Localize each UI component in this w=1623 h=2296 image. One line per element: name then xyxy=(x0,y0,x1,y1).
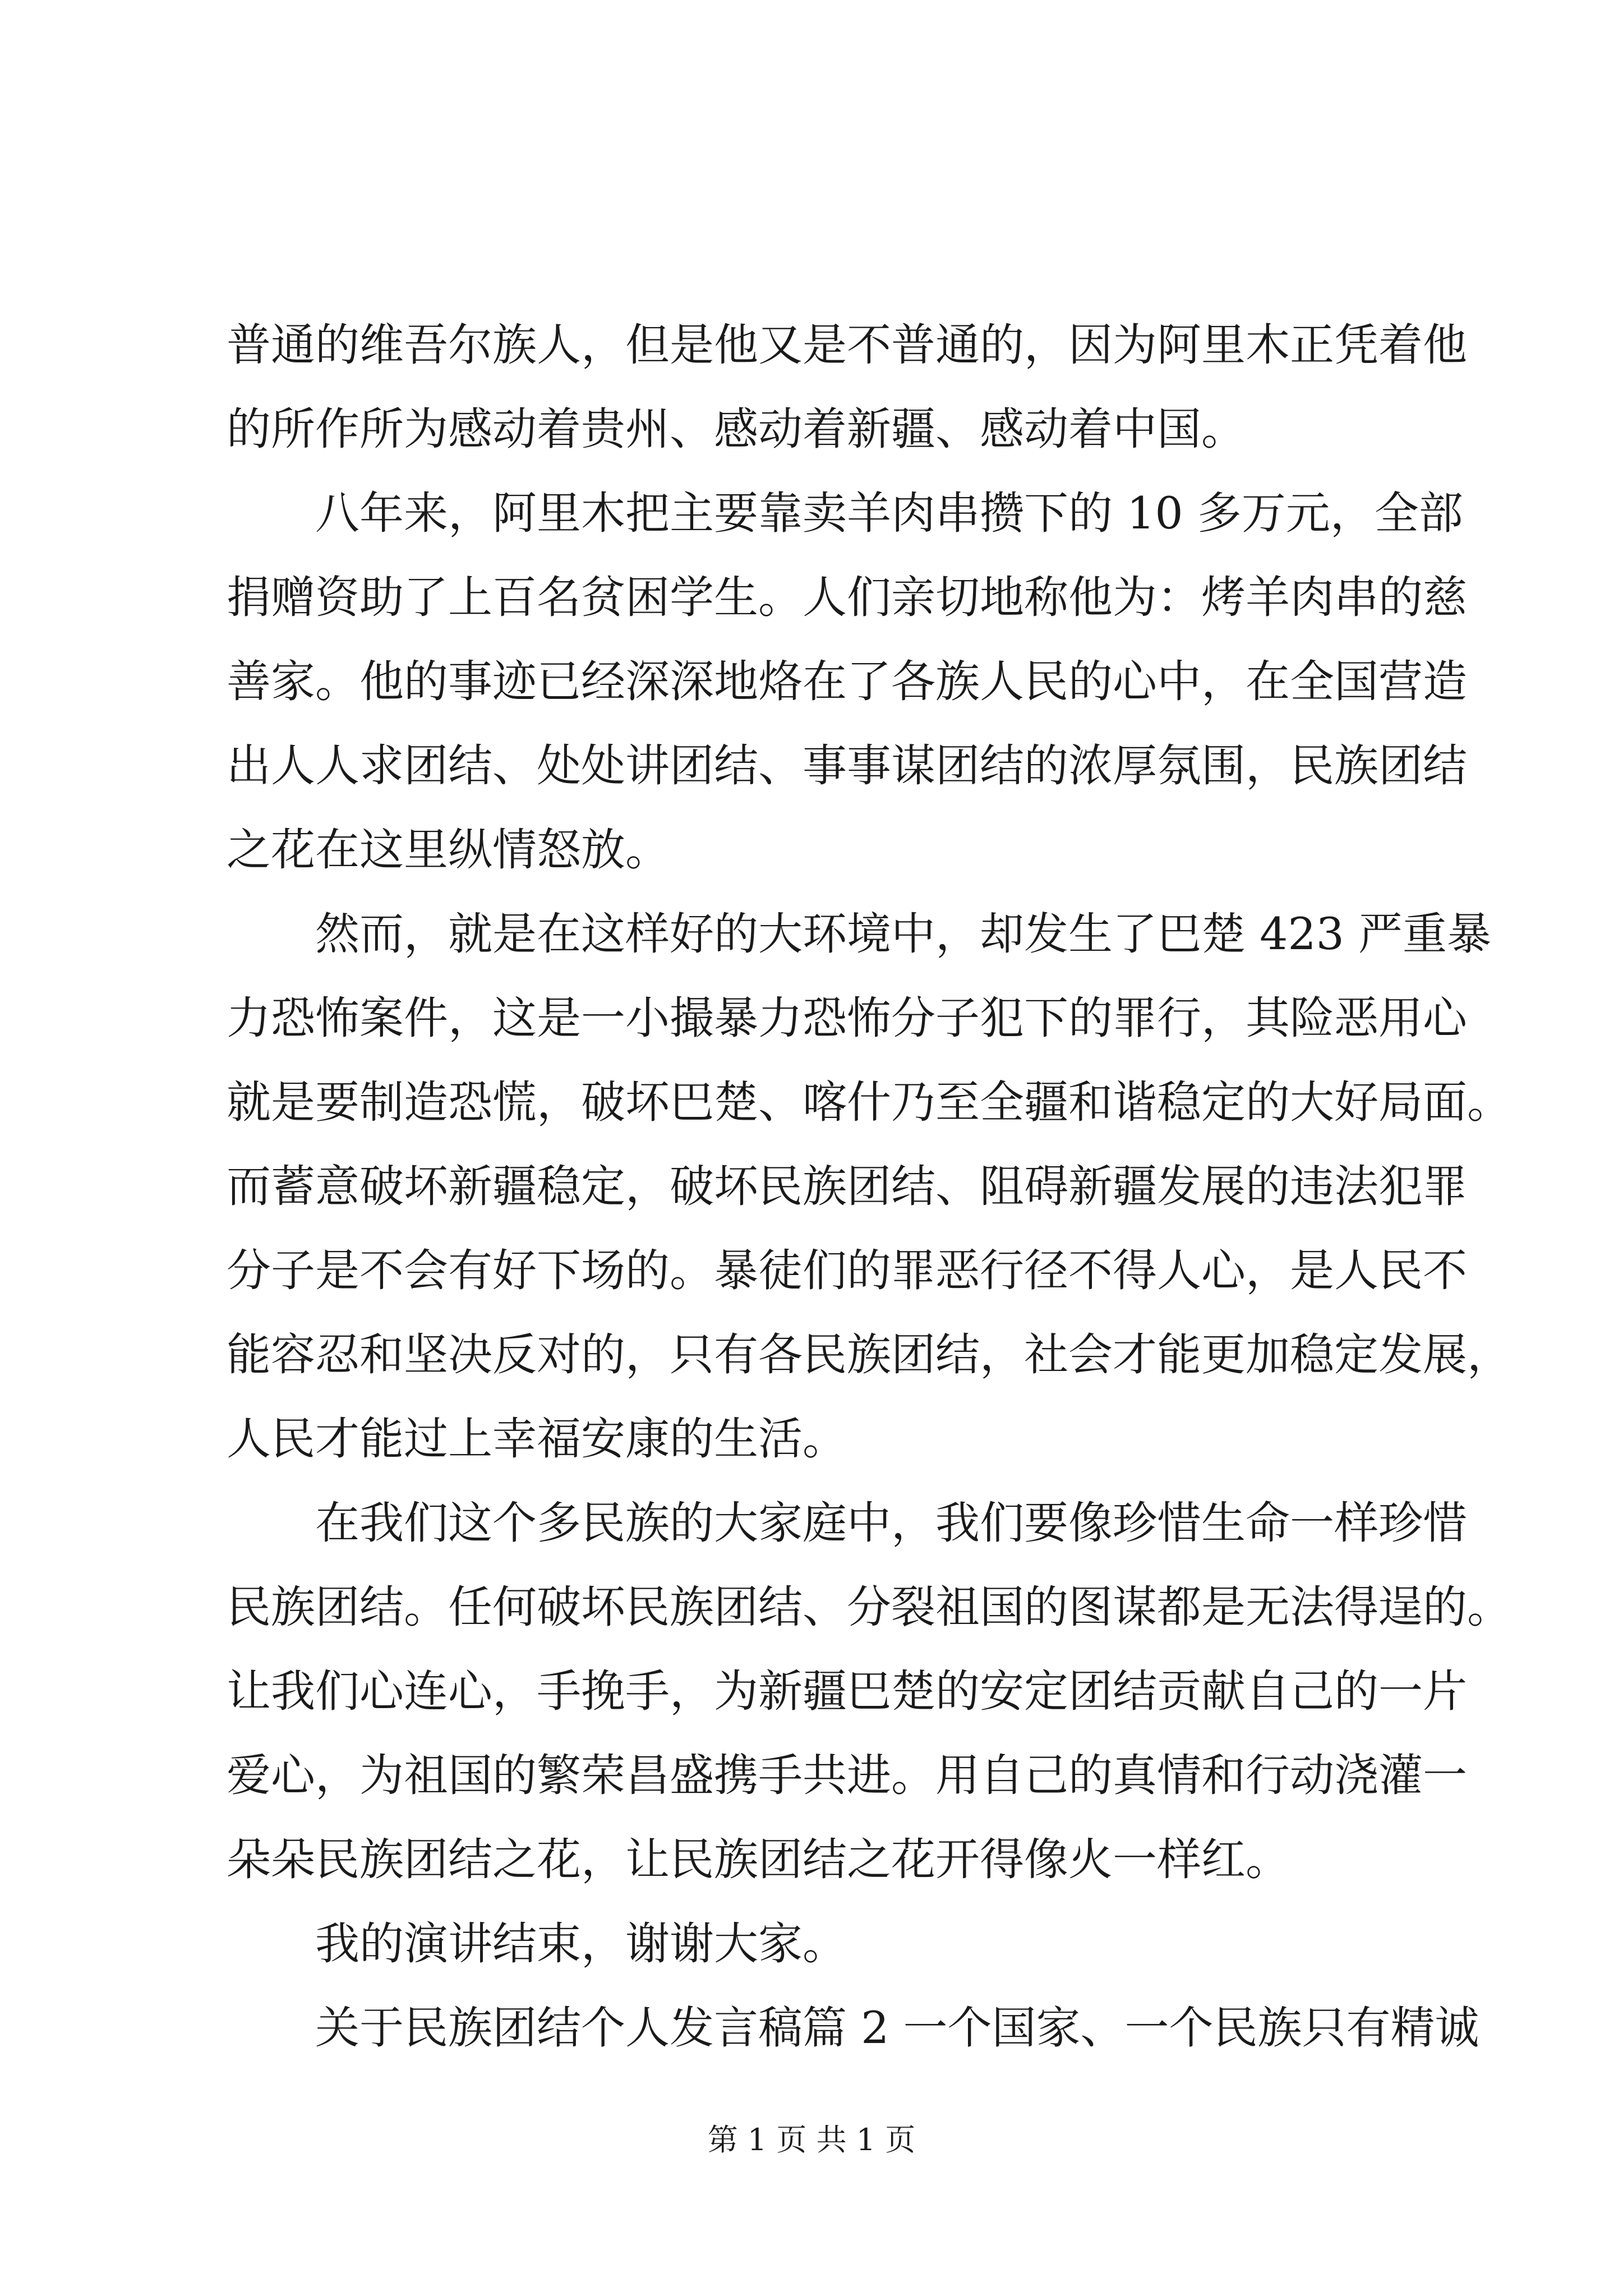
text-line: 捐赠资助了上百名贫困学生。人们亲切地称他为：烤羊肉串的慈 xyxy=(227,572,1467,623)
text-line: 而蓄意破坏新疆稳定，破坏民族团结、阻碍新疆发展的违法犯罪 xyxy=(227,1161,1467,1212)
text-line: 的所作所为感动着贵州、感动着新疆、感动着中国。 xyxy=(227,403,1246,455)
text-line: 让我们心连心，手挽手，为新疆巴楚的安定团结贡献自己的一片 xyxy=(227,1665,1467,1717)
text-line: 八年来，阿里木把主要靠卖羊肉串攒下的 10 多万元，全部 xyxy=(315,487,1463,539)
text-line: 分子是不会有好下场的。暴徒们的罪恶行径不得人心，是人民不 xyxy=(227,1245,1467,1296)
text-line: 我的演讲结束，谢谢大家。 xyxy=(315,1918,847,1970)
text-line: 朵朵民族团结之花，让民族团结之花开得像火一样红。 xyxy=(227,1834,1290,1885)
page-footer: 第 1 页 共 1 页 xyxy=(707,2122,916,2157)
text-line: 出人人求团结、处处讲团结、事事谋团结的浓厚氛围，民族团结 xyxy=(227,740,1467,792)
text-line: 力恐怖案件，这是一小撮暴力恐怖分子犯下的罪行，其险恶用心 xyxy=(227,992,1467,1044)
text-line: 在我们这个多民族的大家庭中，我们要像珍惜生命一样珍惜 xyxy=(315,1497,1467,1549)
text-line: 善家。他的事迹已经深深地烙在了各族人民的心中，在全国营造 xyxy=(227,656,1467,707)
text-line: 爱心，为祖国的繁荣昌盛携手共进。用自己的真情和行动浇灌一 xyxy=(227,1750,1467,1801)
text-line: 然而，就是在这样好的大环境中，却发生了巴楚 423 严重暴 xyxy=(315,908,1492,960)
text-line: 之花在这里纵情怒放。 xyxy=(227,824,670,876)
text-line: 民族团结。任何破坏民族团结、分裂祖国的图谋都是无法得逞的。 xyxy=(227,1581,1511,1633)
text-line: 普通的维吾尔族人，但是他又是不普通的，因为阿里木正凭着他 xyxy=(227,319,1467,371)
text-line: 就是要制造恐慌，破坏巴楚、喀什乃至全疆和谐稳定的大好局面。 xyxy=(227,1076,1511,1128)
text-line: 关于民族团结个人发言稿篇 2 一个国家、一个民族只有精诚 xyxy=(315,2002,1479,2054)
text-line: 人民才能过上幸福安康的生活。 xyxy=(227,1413,847,1465)
text-line: 能容忍和坚决反对的，只有各民族团结，社会才能更加稳定发展， xyxy=(227,1329,1511,1381)
